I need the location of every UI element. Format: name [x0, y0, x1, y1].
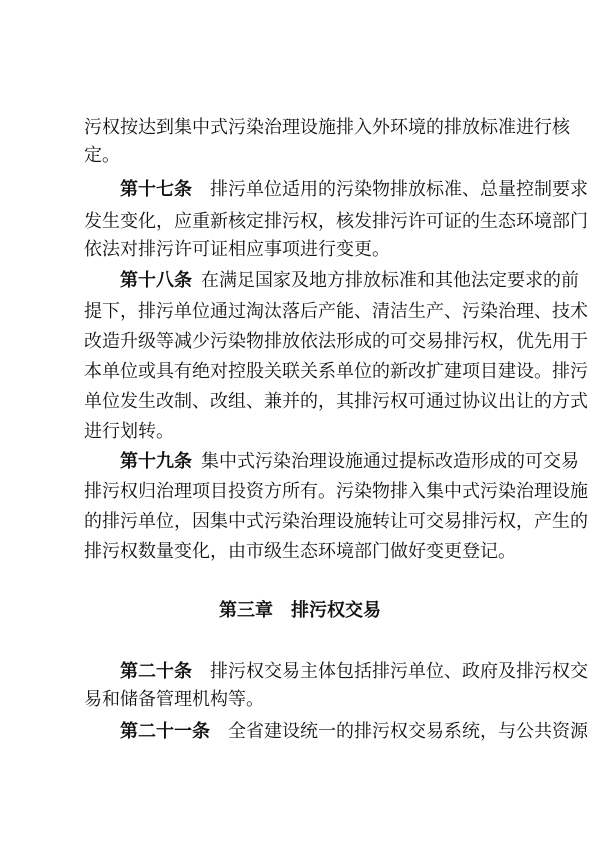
article-19-text: 集中式污染治理设施通过提标改造形成的可交易 — [201, 451, 579, 472]
paragraph-line: 单位发生改制、改组、兼并的，其排污权可通过协议出让的方式 — [84, 391, 588, 412]
article-21-label: 第二十一条 — [120, 721, 210, 742]
paragraph-line: 污权按达到集中式污染治理设施排入外环境的排放标准进行核 — [84, 117, 570, 138]
article-21-text: 全省建设统一的排污权交易系统，与公共资源 — [228, 721, 588, 742]
paragraph-line: 提下，排污单位通过淘汰落后产能、清洁生产、污染治理、技术 — [84, 301, 588, 322]
article-17-text: 排污单位适用的污染物排放标准、总量控制要求 — [210, 179, 588, 200]
article-21-first-line — [120, 721, 588, 742]
chapter-heading — [0, 601, 600, 621]
article-18-text: 在满足国家及地方排放标准和其他法定要求的前 — [201, 270, 579, 291]
chapter-title: 排污权交易 — [291, 600, 381, 621]
paragraph-line: 本单位或具有绝对控股关联关系单位的新改扩建项目建设。排污 — [84, 361, 588, 382]
article-20-label: 第二十条 — [120, 661, 192, 682]
paragraph-line: 易和储备管理机构等。 — [84, 689, 264, 710]
chapter-number: 第三章 — [219, 600, 273, 621]
paragraph-line: 改造升级等减少污染物排放依法形成的可交易排污权，优先用于 — [84, 331, 588, 352]
paragraph-line: 进行划转。 — [84, 421, 174, 442]
article-17-first-line — [120, 179, 588, 200]
article-18-first-line — [120, 270, 579, 291]
article-20-first-line — [120, 661, 588, 682]
article-19-label: 第十九条 — [120, 451, 192, 472]
article-20-text: 排污权交易主体包括排污单位、政府及排污权交 — [210, 661, 588, 682]
article-19-first-line — [120, 451, 579, 472]
paragraph-line: 排污权归治理项目投资方所有。污染物排入集中式污染治理设施 — [84, 481, 588, 502]
article-18-label: 第十八条 — [120, 270, 192, 291]
paragraph-line: 的排污单位，因集中式污染治理设施转让可交易排污权，产生的 — [84, 511, 588, 532]
article-17-label: 第十七条 — [120, 179, 192, 200]
paragraph-line: 依法对排污许可证相应事项进行变更。 — [84, 239, 390, 260]
paragraph-line: 定。 — [84, 145, 120, 166]
paragraph-line: 排污权数量变化，由市级生态环境部门做好变更登记。 — [84, 541, 516, 562]
paragraph-line: 发生变化，应重新核定排污权，核发排污许可证的生态环境部门 — [84, 211, 588, 232]
